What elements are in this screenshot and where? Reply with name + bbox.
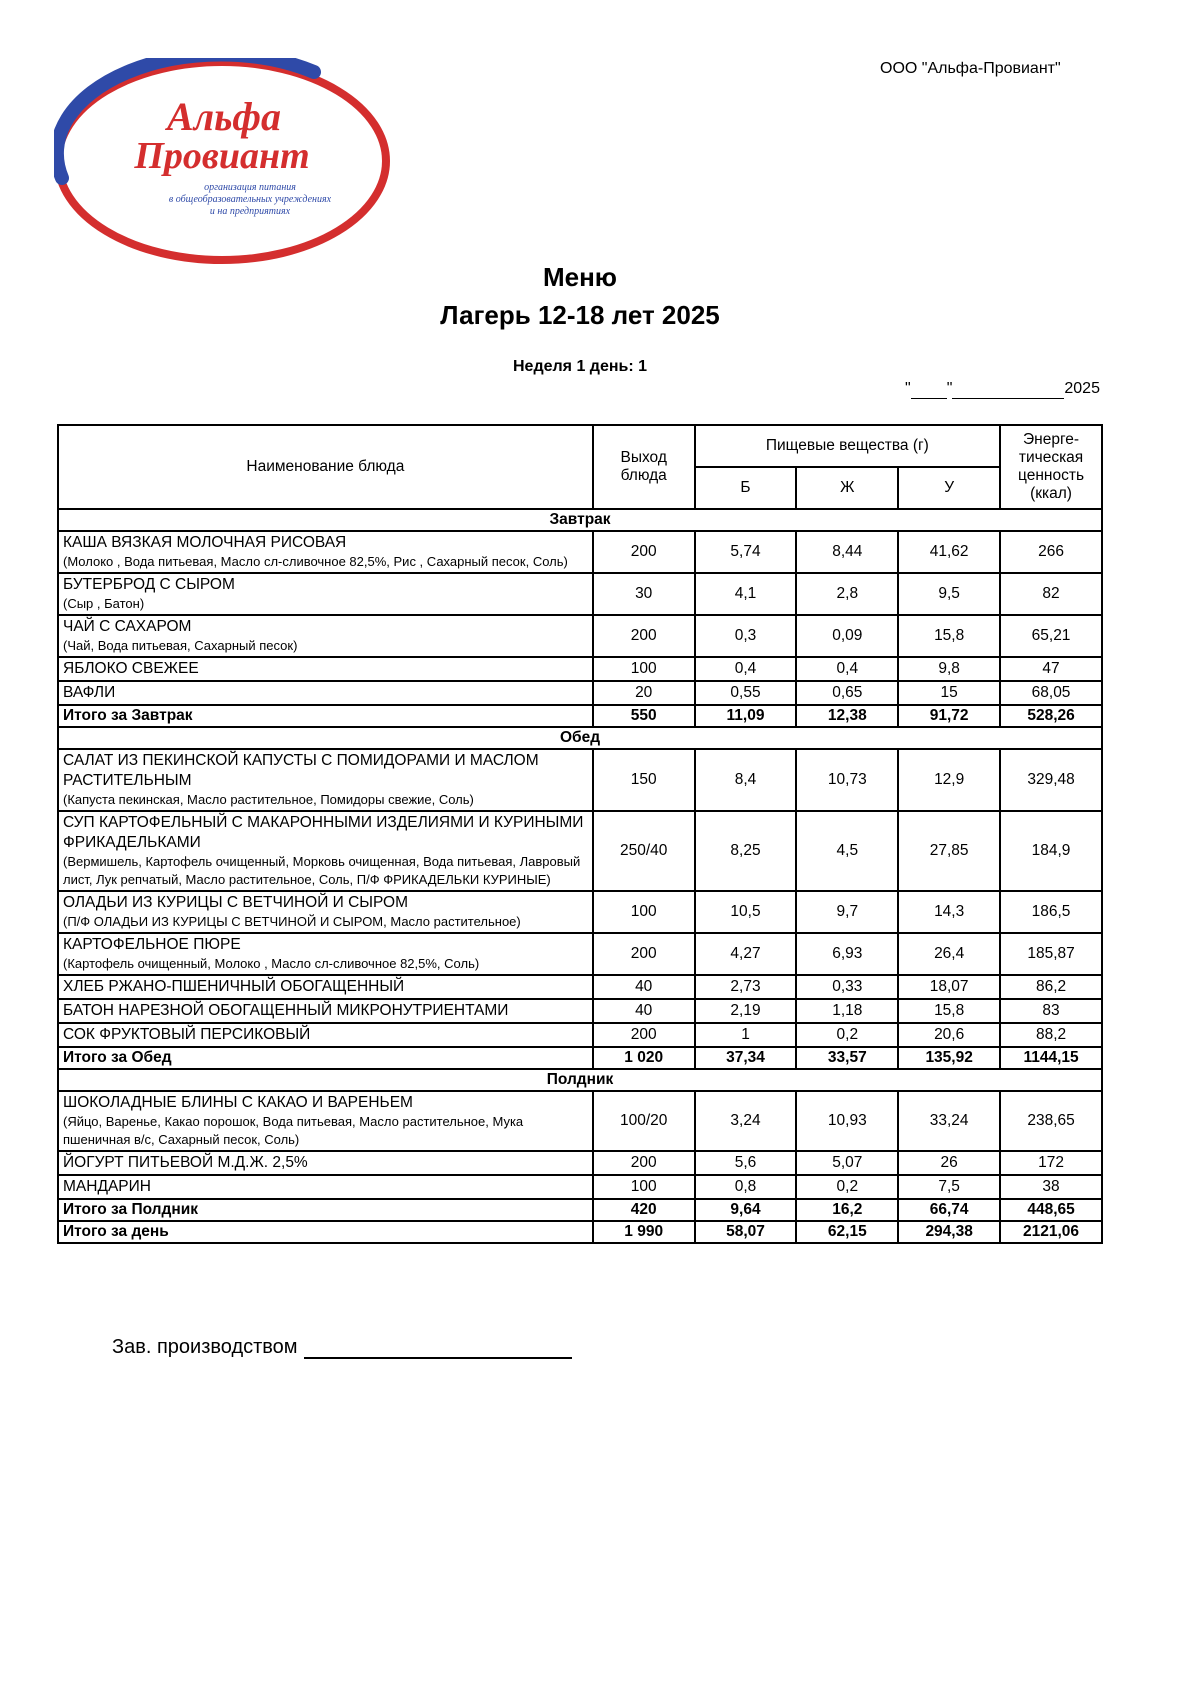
dish-energy: 185,87 [1000, 933, 1102, 975]
dish-u: 26 [898, 1151, 1000, 1175]
dish-zh: 0,4 [796, 657, 898, 681]
dish-output: 150 [593, 749, 695, 811]
dish-b: 0,55 [695, 681, 797, 705]
dish-row [58, 1023, 1102, 1047]
dish-b: 8,4 [695, 749, 797, 811]
week-day-label: Неделя 1 день: 1 [512, 358, 648, 375]
dish-energy: 83 [1000, 999, 1102, 1023]
dish-row [58, 811, 1102, 891]
total-energy: 1144,15 [1000, 1047, 1102, 1069]
dish-u: 14,3 [898, 891, 1000, 933]
page-title: Меню [542, 262, 618, 292]
dish-energy: 266 [1000, 531, 1102, 573]
dish-output: 200 [593, 1023, 695, 1047]
dish-row [58, 975, 1102, 999]
total-b: 9,64 [695, 1199, 797, 1221]
dish-output: 200 [593, 933, 695, 975]
dish-row [58, 749, 1102, 811]
dish-b: 2,73 [695, 975, 797, 999]
dish-zh: 6,93 [796, 933, 898, 975]
day-total-label: Итого за день [58, 1221, 593, 1243]
dish-name: КАША ВЯЗКАЯ МОЛОЧНАЯ РИСОВАЯ [63, 534, 347, 551]
logo-line2: Провиант [134, 135, 310, 177]
logo-tagline2: в общеобразовательных учреждениях [168, 194, 332, 205]
section-total-row [58, 1199, 1102, 1221]
dish-output: 250/40 [593, 811, 695, 891]
dish-name: ЯБЛОКО СВЕЖЕЕ [63, 660, 199, 677]
day-total-zh: 62,15 [796, 1221, 898, 1243]
dish-energy: 88,2 [1000, 1023, 1102, 1047]
dish-ingredients: (П/Ф ОЛАДЬИ ИЗ КУРИЦЫ С ВЕТЧИНОЙ И СЫРОМ, Масло растительное) [63, 914, 521, 929]
dish-cell [58, 811, 593, 891]
dish-u: 15,8 [898, 999, 1000, 1023]
dish-cell [58, 749, 593, 811]
dish-u: 26,4 [898, 933, 1000, 975]
col-header-output: Выход блюда [593, 425, 695, 509]
logo-tagline3: и на предприятиях [209, 206, 291, 217]
dish-name: БУТЕРБРОД С СЫРОМ [63, 576, 235, 593]
dish-zh: 4,5 [796, 811, 898, 891]
total-u: 135,92 [898, 1047, 1000, 1069]
dish-b: 0,4 [695, 657, 797, 681]
dish-cell [58, 975, 593, 999]
dish-cell [58, 891, 593, 933]
dish-b: 3,24 [695, 1091, 797, 1151]
section-row [58, 509, 1102, 531]
dish-energy: 329,48 [1000, 749, 1102, 811]
dish-output: 100 [593, 1175, 695, 1199]
dish-zh: 0,2 [796, 1023, 898, 1047]
total-zh: 33,57 [796, 1047, 898, 1069]
total-label: Итого за Завтрак [58, 705, 593, 727]
dish-row [58, 573, 1102, 615]
dish-cell [58, 1151, 593, 1175]
dish-energy: 86,2 [1000, 975, 1102, 999]
dish-row [58, 891, 1102, 933]
col-header-energy: Энерге-тическая ценность (ккал) [1000, 425, 1102, 509]
dish-energy: 65,21 [1000, 615, 1102, 657]
dish-zh: 1,18 [796, 999, 898, 1023]
dish-zh: 0,2 [796, 1175, 898, 1199]
dish-b: 2,19 [695, 999, 797, 1023]
dish-output: 30 [593, 573, 695, 615]
dish-cell [58, 1091, 593, 1151]
total-u: 91,72 [898, 705, 1000, 727]
col-header-nutrients: Пищевые вещества (г) [695, 425, 1000, 467]
dish-output: 200 [593, 1151, 695, 1175]
day-total-row [58, 1221, 1102, 1243]
dish-ingredients: (Вермишель, Картофель очищенный, Морковь очищенная, Вода питьевая, Лавровый лист, Лук репчатый, Масло растительное, Соль, П/Ф ФРИКАДЕЛЬКИ КУРИНЫЕ) [63, 854, 581, 887]
dish-ingredients: (Картофель очищенный, Молоко , Масло сл-сливочное 82,5%, Соль) [63, 956, 480, 971]
dish-zh: 8,44 [796, 531, 898, 573]
total-zh: 16,2 [796, 1199, 898, 1221]
dish-cell [58, 573, 593, 615]
section-total-row [58, 1047, 1102, 1069]
dish-name: СУП КАРТОФЕЛЬНЫЙ С МАКАРОННЫМИ ИЗДЕЛИЯМИ И КУРИНЫМИ ФРИКАДЕЛЬКАМИ [63, 814, 584, 851]
dish-b: 0,3 [695, 615, 797, 657]
dish-name: ЙОГУРТ ПИТЬЕВОЙ М.Д.Ж. 2,5% [63, 1154, 308, 1171]
dish-row [58, 999, 1102, 1023]
dish-zh: 10,73 [796, 749, 898, 811]
total-label: Итого за Полдник [58, 1199, 593, 1221]
dish-b: 4,1 [695, 573, 797, 615]
dish-zh: 0,33 [796, 975, 898, 999]
logo-tagline1: организация питания [204, 182, 296, 193]
dish-output: 200 [593, 531, 695, 573]
dish-row [58, 933, 1102, 975]
dish-output: 200 [593, 615, 695, 657]
dish-name: ЧАЙ С САХАРОМ [63, 618, 192, 635]
dish-name: ХЛЕБ РЖАНО-ПШЕНИЧНЫЙ ОБОГАЩЕННЫЙ [63, 978, 405, 995]
total-energy: 528,26 [1000, 705, 1102, 727]
dish-cell [58, 531, 593, 573]
dish-b: 5,6 [695, 1151, 797, 1175]
dish-ingredients: (Молоко , Вода питьевая, Масло сл-сливочное 82,5%, Рис , Сахарный песок, Соль) [63, 554, 568, 569]
dish-row [58, 1175, 1102, 1199]
dish-u: 41,62 [898, 531, 1000, 573]
dish-output: 40 [593, 999, 695, 1023]
total-b: 11,09 [695, 705, 797, 727]
total-b: 37,34 [695, 1047, 797, 1069]
section-title: Завтрак [58, 509, 1102, 531]
dish-u: 15 [898, 681, 1000, 705]
dish-row [58, 615, 1102, 657]
day-total-energy: 2121,06 [1000, 1221, 1102, 1243]
dish-u: 33,24 [898, 1091, 1000, 1151]
total-output: 550 [593, 705, 695, 727]
dish-b: 8,25 [695, 811, 797, 891]
dish-ingredients: (Сыр , Батон) [63, 596, 145, 611]
dish-zh: 5,07 [796, 1151, 898, 1175]
dish-u: 18,07 [898, 975, 1000, 999]
dish-name: ВАФЛИ [63, 684, 116, 701]
day-total-b: 58,07 [695, 1221, 797, 1243]
dish-ingredients: (Капуста пекинская, Масло растительное, Помидоры свежие, Соль) [63, 792, 474, 807]
dish-zh: 0,65 [796, 681, 898, 705]
col-header-u: У [898, 467, 1000, 509]
col-header-name: Наименование блюда [58, 425, 593, 509]
section-row [58, 727, 1102, 749]
dish-name: САЛАТ ИЗ ПЕКИНСКОЙ КАПУСТЫ С ПОМИДОРАМИ И МАСЛОМ РАСТИТЕЛЬНЫМ [63, 752, 539, 789]
dish-energy: 38 [1000, 1175, 1102, 1199]
dish-b: 10,5 [695, 891, 797, 933]
dish-u: 15,8 [898, 615, 1000, 657]
day-total-u: 294,38 [898, 1221, 1000, 1243]
section-row [58, 1069, 1102, 1091]
col-header-b: Б [695, 467, 797, 509]
dish-energy: 47 [1000, 657, 1102, 681]
menu-table [57, 424, 1103, 1244]
dish-row [58, 681, 1102, 705]
dish-zh: 10,93 [796, 1091, 898, 1151]
dish-zh: 0,09 [796, 615, 898, 657]
dish-row [58, 1151, 1102, 1175]
dish-row [58, 657, 1102, 681]
total-zh: 12,38 [796, 705, 898, 727]
dish-output: 20 [593, 681, 695, 705]
total-energy: 448,65 [1000, 1199, 1102, 1221]
dish-u: 20,6 [898, 1023, 1000, 1047]
dish-name: КАРТОФЕЛЬНОЕ ПЮРЕ [63, 936, 241, 953]
dish-cell [58, 615, 593, 657]
col-header-zh: Ж [796, 467, 898, 509]
dish-u: 12,9 [898, 749, 1000, 811]
signature-label: Зав. производством [112, 1336, 298, 1358]
dish-u: 9,5 [898, 573, 1000, 615]
dish-zh: 2,8 [796, 573, 898, 615]
dish-ingredients: (Яйцо, Варенье, Какао порошок, Вода питьевая, Масло растительное, Мука пшеничная в/с, Сахарный песок, Соль) [63, 1114, 524, 1147]
dish-b: 1 [695, 1023, 797, 1047]
dish-output: 100/20 [593, 1091, 695, 1151]
dish-name: СОК ФРУКТОВЫЙ ПЕРСИКОВЫЙ [63, 1026, 311, 1043]
dish-u: 7,5 [898, 1175, 1000, 1199]
company-name: ООО "Альфа-Провиант" [880, 60, 1061, 77]
dish-output: 40 [593, 975, 695, 999]
dish-row [58, 1091, 1102, 1151]
signature-line [304, 1337, 572, 1359]
dish-cell [58, 681, 593, 705]
dish-output: 100 [593, 891, 695, 933]
dish-energy: 184,9 [1000, 811, 1102, 891]
total-u: 66,74 [898, 1199, 1000, 1221]
dish-b: 4,27 [695, 933, 797, 975]
dish-ingredients: (Чай, Вода питьевая, Сахарный песок) [63, 638, 298, 653]
dish-cell [58, 999, 593, 1023]
section-total-row [58, 705, 1102, 727]
total-output: 1 020 [593, 1047, 695, 1069]
company-logo [54, 58, 390, 264]
dish-cell [58, 657, 593, 681]
dish-name: ОЛАДЬИ ИЗ КУРИЦЫ С ВЕТЧИНОЙ И СЫРОМ [63, 894, 408, 911]
page-subtitle: Лагерь 12-18 лет 2025 [440, 300, 720, 330]
dish-u: 9,8 [898, 657, 1000, 681]
total-label: Итого за Обед [58, 1047, 593, 1069]
dish-zh: 9,7 [796, 891, 898, 933]
dish-name: ШОКОЛАДНЫЕ БЛИНЫ С КАКАО И ВАРЕНЬЕМ [63, 1094, 413, 1111]
logo-line1: Альфа [166, 94, 282, 139]
dish-output: 100 [593, 657, 695, 681]
dish-cell [58, 1023, 593, 1047]
dish-name: МАНДАРИН [63, 1178, 151, 1195]
dish-cell [58, 933, 593, 975]
dish-energy: 186,5 [1000, 891, 1102, 933]
dish-row [58, 531, 1102, 573]
dish-cell [58, 1175, 593, 1199]
dish-name: БАТОН НАРЕЗНОЙ ОБОГАЩЕННЫЙ МИКРОНУТРИЕНТАМИ [63, 1002, 509, 1019]
dish-b: 5,74 [695, 531, 797, 573]
section-title: Полдник [58, 1069, 1102, 1091]
dish-energy: 68,05 [1000, 681, 1102, 705]
dish-energy: 172 [1000, 1151, 1102, 1175]
section-title: Обед [58, 727, 1102, 749]
total-output: 420 [593, 1199, 695, 1221]
dish-energy: 238,65 [1000, 1091, 1102, 1151]
dish-energy: 82 [1000, 573, 1102, 615]
dish-b: 0,8 [695, 1175, 797, 1199]
date-field: " " 2025 [905, 380, 1100, 397]
day-total-output: 1 990 [593, 1221, 695, 1243]
dish-u: 27,85 [898, 811, 1000, 891]
signature-block [112, 1336, 572, 1359]
